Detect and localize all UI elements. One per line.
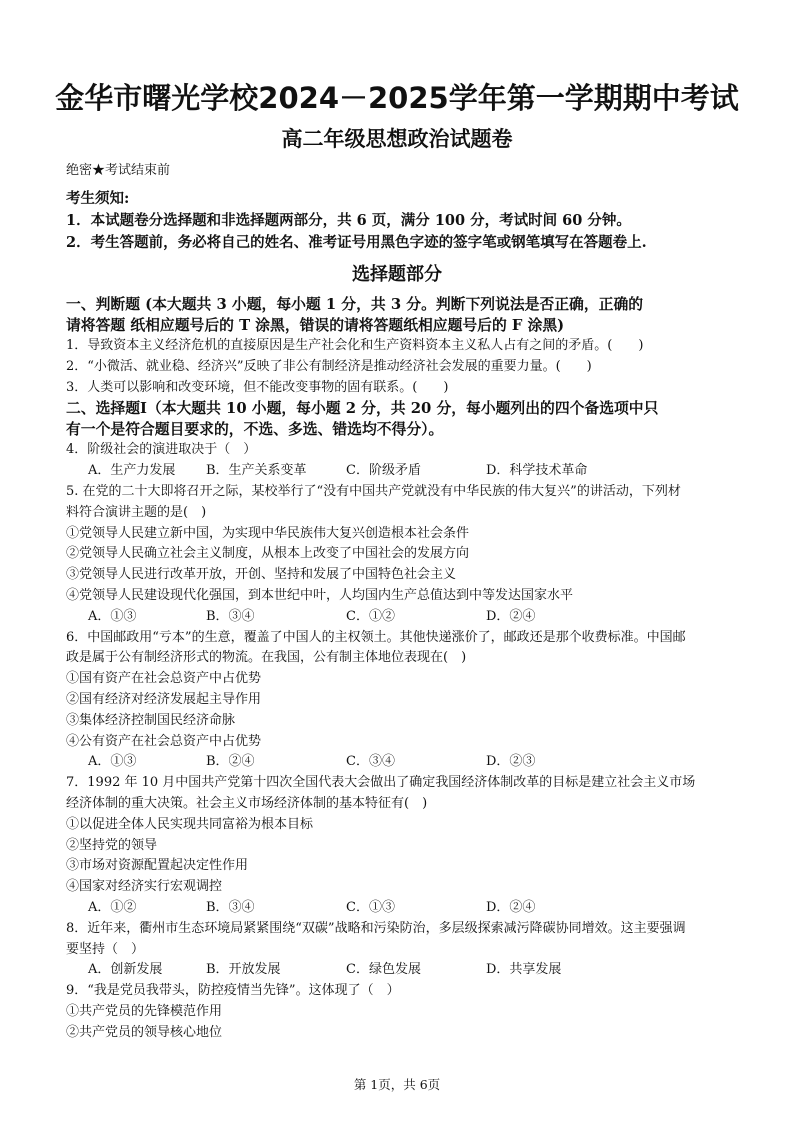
option-d: D．②③ — [486, 754, 536, 770]
question-statement: ②坚持党的领导 — [66, 837, 158, 853]
option-b: B．开放发展 — [206, 962, 281, 978]
question-stem: 政是属于公有制经济形式的物流。在我国，公有制主体地位表现在( ) — [66, 650, 467, 666]
question-stem: 9．“我是党员我带头，防控疫情当先锋”。这体现了（ ） — [66, 983, 400, 999]
part1-heading-1: 一、判断题 (本大题共 3 小题，每小题 1 分，共 3 分。判断下列说法是否正确，正确的 — [66, 296, 644, 313]
notice-item-1: 1．本试题卷分选择题和非选择题两部分，共 6 页，满分 100 分，考试时间 60 分钟。 — [66, 212, 631, 229]
notice-heading: 考生须知: — [66, 190, 130, 207]
notice-item-2: 2．考生答题前，务必将自己的姓名、准考证号用黑色字迹的签字笔或钢笔填写在答题卷上. — [66, 234, 647, 251]
option-row — [66, 960, 728, 981]
question-statement: ③市场对资源配置起决定性作用 — [66, 858, 249, 874]
question-stem: 6．中国邮政用“亏本”的生意，覆盖了中国人的主权领土。其他快递涨价了，邮政还是那个收费标准。中国邮 — [66, 629, 686, 645]
option-row — [66, 752, 728, 773]
secret-mark: 绝密★考试结束前 — [66, 163, 171, 178]
option-b: B．②④ — [206, 754, 255, 770]
question-block — [66, 919, 728, 981]
question-statement: ①共产党员的先锋模范作用 — [66, 1003, 223, 1019]
question-statement: ④国家对经济实行宏观调控 — [66, 879, 223, 895]
question-stem: 料符合演讲主题的是( ) — [66, 504, 207, 520]
option-d: D．②④ — [486, 608, 536, 624]
option-row — [66, 607, 728, 628]
part2-heading-2: 有一个是符合题目要求的，不选、多选、错选均不得分）。 — [66, 421, 444, 439]
option-row — [66, 898, 728, 919]
question-stem: 要坚持（ ） — [66, 941, 145, 957]
question-statement: ③集体经济控制国民经济命脉 — [66, 712, 236, 728]
judge-item-2: 2．“小微活、就业稳、经济兴”反映了非公有制经济是推动经济社会发展的重要力量。( ) — [66, 358, 592, 374]
question-block — [66, 773, 728, 919]
question-statement: ④党领导人民建设现代化强国，到本世纪中叶，人均国内生产总值达到中等发达国家水平 — [66, 587, 574, 603]
question-list — [66, 440, 728, 1043]
question-block — [66, 482, 728, 628]
question-statement: ①以促进全体人民实现共同富裕为根本目标 — [66, 816, 314, 832]
option-b: B．生产关系变革 — [206, 463, 307, 479]
option-c: C．①② — [346, 608, 395, 624]
option-b: B．③④ — [206, 608, 255, 624]
option-c: C．③④ — [346, 754, 395, 770]
question-statement: ①党领导人民建立新中国，为实现中华民族伟大复兴创造根本社会条件 — [66, 525, 470, 541]
question-statement: ②共产党员的领导核心地位 — [66, 1024, 223, 1040]
judge-item-3: 3．人类可以影响和改变环境，但不能改变事物的固有联系。( ) — [66, 379, 449, 395]
question-block — [66, 981, 728, 1043]
question-block — [66, 440, 728, 482]
page-footer: 第 1页，共 6页 — [353, 1077, 441, 1092]
question-stem: 8．近年来，衢州市生态环境局紧紧围绕“双碳”战略和污染防治，多层级探索减污降碳协同增效。这主要强调 — [66, 920, 686, 936]
section-title: 选择题部分 — [352, 264, 442, 285]
question-stem: 4．阶级社会的演进取决于（ ） — [66, 442, 257, 458]
exam-subtitle: 高二年级思想政治试题卷 — [281, 127, 513, 151]
option-d: D．共享发展 — [486, 962, 562, 978]
question-stem: 7．1992 年 10 月中国共产党第十四次全国代表大会做出了确定我国经济体制改革的目标是建立社会主义市场 — [66, 775, 696, 791]
option-a: A．①② — [88, 899, 137, 915]
option-c: C．绿色发展 — [346, 962, 421, 978]
option-d: D．②④ — [486, 899, 536, 915]
option-c: C．①③ — [346, 899, 395, 915]
question-stem: 5. 在党的二十大即将召开之际，某校举行了“没有中国共产党就没有中华民族的伟大复兴”的讲活动，下列材 — [66, 483, 681, 499]
option-a: A．生产力发展 — [88, 463, 176, 479]
part1-heading-2: 请将答题 纸相应题号后的 T 涂黑，错误的请将答题纸相应题号后的 F 涂黑) — [66, 317, 565, 334]
judge-item-1: 1．导致资本主义经济危机的直接原因是生产社会化和生产资料资本主义私人占有之间的矛盾。( ) — [66, 338, 644, 353]
part2-heading-1: 二、选择题Ⅰ（本大题共 10 小题，每小题 2 分，共 20 分，每小题列出的四个备选项中只 — [66, 400, 659, 418]
question-statement: ②党领导人民确立社会主义制度，从根本上改变了中国社会的发展方向 — [66, 546, 470, 562]
question-stem: 经济体制的重大决策。社会主义市场经济体制的基本特征有( ) — [66, 795, 428, 811]
question-statement: ②国有经济对经济发展起主导作用 — [66, 691, 262, 707]
question-statement: ③党领导人民进行改革开放，开创、坚持和发展了中国特色社会主义 — [66, 567, 457, 583]
exam-title: 金华市曙光学校2024－2025学年第一学期期中考试 — [55, 81, 739, 115]
option-c: C．阶级矛盾 — [346, 463, 421, 479]
question-statement: ④公有资产在社会总资产中占优势 — [66, 733, 262, 749]
option-a: A．①③ — [88, 754, 137, 770]
question-block — [66, 628, 728, 774]
question-statement: ①国有资产在社会总资产中占优势 — [66, 671, 262, 687]
option-d: D．科学技术革命 — [486, 463, 588, 479]
option-a: A．创新发展 — [88, 962, 163, 978]
option-b: B．③④ — [206, 899, 255, 915]
question-body — [66, 294, 728, 1044]
option-a: A．①③ — [88, 608, 137, 624]
option-row — [66, 461, 728, 482]
